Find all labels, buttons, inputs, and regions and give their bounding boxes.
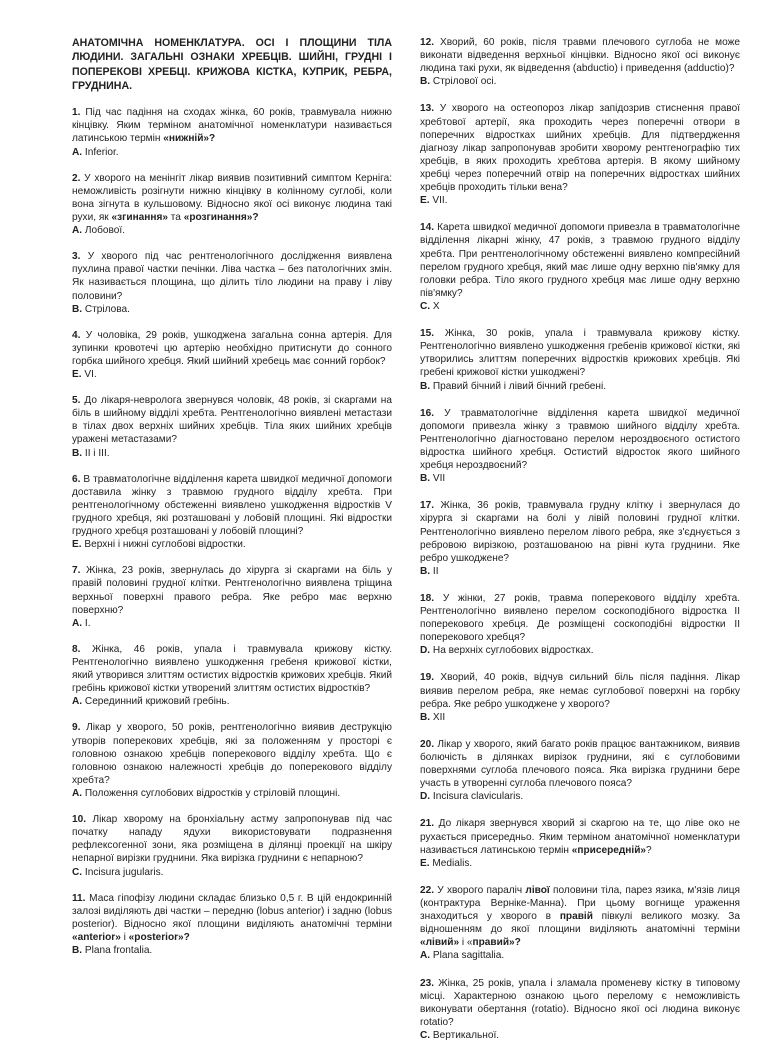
question-text [72, 394, 392, 446]
question-text [420, 102, 740, 194]
question-item [420, 977, 740, 1042]
question-item [420, 738, 740, 804]
question-number: 8. [72, 643, 81, 655]
question-text [72, 172, 392, 224]
answer-text: VII. [429, 195, 448, 207]
question-text [420, 738, 740, 790]
answer-text: XII [430, 711, 446, 723]
question-text-segment: Під час падіння на сходах жінка, 60 років, травмувала нижню кінцівку. Яким терміном анатомічної номенклатури називається латинською термін [72, 107, 392, 145]
answer-letter: B. [420, 76, 431, 88]
answer-line [72, 447, 392, 460]
question-text [420, 221, 740, 300]
question-text-segment: Жінка, 46 років, упала і травмувала крижову кістку. Рентгенологічно виявлено ушкодження гребеня крижової кістки, який утворився злиттям остистих відростків крижових хребців. Який гребінь крижової кістки утворений злиттям остистих відростків? [72, 643, 392, 695]
question-text-segment: До лікаря звернувся хворий зі скаргою на те, що ліве око не рухається присередньо. Яким терміном анатомічної номенклатури називається латинською термін [420, 818, 740, 856]
answer-letter: B. [420, 473, 431, 485]
answer-line [420, 857, 740, 870]
question-emphasis: «присередній» [571, 844, 647, 856]
question-text [72, 329, 392, 368]
question-number: 11. [72, 892, 86, 904]
question-number: 2. [72, 172, 81, 184]
answer-line [72, 617, 392, 630]
question-text-segment: У чоловіка, 29 років, ушкоджена загальна сонна артерія. Для зупинки кровотечі цю артерію необхідно притиснути до сонного горбка шийного хребця. Який шийний хребець має сонний горбок? [72, 329, 392, 367]
answer-letter: C. [420, 300, 431, 312]
answer-line [420, 75, 740, 88]
question-number: 20. [420, 738, 435, 750]
question-number: 22. [420, 884, 435, 896]
question-text [420, 671, 740, 710]
left-column [72, 36, 392, 1024]
question-list-left [72, 106, 392, 957]
question-text-segment: Жінка, 36 років, травмувала грудну клітку і звернулася до хірурга зі скаргами на болі у лівій половині грудної клітки. Рентгенологічно виявлено перелом лівого ребра, яке з'єднується з ребровою вирізкою, розташованою на рівні кута груднини. Яке ребро ушкоджене? [420, 500, 740, 564]
question-text [72, 473, 392, 539]
answer-text: Верхні і нижні суглобові відростки. [81, 539, 246, 551]
question-number: 19. [420, 672, 435, 684]
question-text-segment: У хворого параліч [434, 884, 526, 896]
question-number: 1. [72, 107, 81, 119]
question-text [420, 977, 740, 1029]
answer-line [420, 790, 740, 803]
question-text [420, 817, 740, 856]
answer-letter: D. [420, 645, 431, 657]
answer-text: Вертикальної. [430, 1030, 500, 1041]
answer-text: Plana frontalia. [82, 945, 153, 957]
answer-letter: B. [72, 303, 83, 315]
answer-letter: B. [420, 711, 431, 723]
question-number: 12. [420, 37, 435, 48]
right-column [420, 36, 740, 1041]
question-text-segment: Жінка, 25 років, упала і зламала променеву кістку в типовому місці. Характерною ознакою цього перелому є неможливість виконувати обертання (rotatio). Відносно якої осі людина виконує rotatio? [420, 977, 740, 1028]
answer-line [72, 538, 392, 551]
question-number: 5. [72, 395, 81, 407]
question-item [72, 329, 392, 381]
question-item [72, 250, 392, 316]
question-text [72, 564, 392, 616]
question-item [420, 499, 740, 578]
question-text-segment: півкулі великого мозку. За відношенням до якої площини виділяють анатомічні терміни [420, 911, 740, 936]
question-item [72, 394, 392, 460]
answer-letter: B. [72, 447, 83, 459]
question-item [72, 892, 392, 958]
answer-letter: A. [420, 950, 431, 962]
question-text-segment: Хворий, 60 років, після травми плечового суглоба не може виконати відведення верхньої кінцівки. Відносно якої осі виконує людина такі рухи, як відведення (abductio) і приведення (adductio)? [420, 37, 740, 75]
question-emphasis: правий»? [472, 937, 521, 949]
answer-line [72, 944, 392, 957]
question-text-segment: Жінка, 23 років, звернулась до хірурга зі скаргами на біль у правій половині грудної клітки. Рентгенологічно виявлена тріщина верхньої поверхні правого ребра. Яке ребро має верхню поверхню? [72, 565, 392, 616]
question-item [72, 106, 392, 158]
answer-text: II і III. [82, 447, 110, 459]
question-emphasis: правій [559, 911, 593, 923]
question-text-segment: ? [646, 844, 652, 856]
answer-letter: B. [72, 945, 83, 957]
answer-text: VII [430, 473, 446, 485]
question-number: 10. [72, 814, 87, 826]
question-text-segment: Жінка, 30 років, упала і травмувала крижову кістку. Рентгенологічно виявлено ушкодження гребенів крижової кістки, які утворились злиттям поперечних відростків крижових хребців. Які гребені крижової кістки ушкоджені? [420, 328, 740, 379]
question-text [420, 36, 740, 75]
answer-line [72, 368, 392, 381]
answer-line [72, 146, 392, 159]
answer-text: Medialis. [429, 857, 473, 869]
answer-text: Incisura jugularis. [82, 866, 164, 878]
answer-text: Стрілова. [82, 303, 130, 315]
question-text [72, 643, 392, 695]
answer-text: VI. [81, 369, 97, 381]
question-number: 15. [420, 328, 435, 340]
question-text-segment: Маса гіпофізу людини складає близько 0,5 г. В цій ендокринній залозі виділяють дві частки – передню (lobus anterior) і задню (lobus posterior). Відносно якої площини виділяють анатомічні терміни [72, 892, 392, 930]
question-emphasis: «розгинання»? [183, 211, 259, 223]
answer-line [72, 695, 392, 708]
answer-line [420, 1029, 740, 1042]
answer-line [420, 565, 740, 578]
answer-letter: B. [420, 565, 431, 577]
answer-line [420, 949, 740, 962]
answer-text: На верхніх суглобових відростках. [430, 645, 594, 657]
question-item [72, 473, 392, 552]
question-text-segment: В травматологічне відділення карета швидкої медичної допомоги доставила жінку з травмою грудного відділу хребта. При рентгенологічному обстеженні виявлено ушкодження відростків V грудного хребця, які розташовані у лобовій площині. Які відростки грудного хребця розташовані у лобовій площині? [72, 473, 392, 538]
answer-line [72, 787, 392, 800]
question-item [420, 817, 740, 869]
question-emphasis: «anterior» [72, 931, 121, 943]
question-number: 21. [420, 818, 435, 830]
answer-line [420, 300, 740, 313]
question-text-segment: половини тіла, парез язика, м'язів лиця (контрактура Верніке-Манна). При цьому вогнище ураження знаходиться у хворого в [420, 884, 740, 923]
answer-text: I. [82, 617, 91, 629]
answer-letter: A. [72, 225, 83, 237]
answer-letter: C. [420, 1030, 431, 1041]
question-text-segment: Карета швидкої медичної допомоги привезла в травматологічне відділення лікарні жінку, 47 років, з травмою грудного відділу хребта. При рентгенологічному обстеженні виявлено компресійний перелом грудного хребця, який має лише одну верхню пів'ямку для головки ребра. Тіло якого грудного хребця має лише одну верхню пів'ямку? [420, 222, 740, 299]
page-title: АНАТОМІЧНА НОМЕНКЛАТУРА. ОСІ І ПЛОЩИНИ ТІЛА ЛЮДИНИ. ЗАГАЛЬНІ ОЗНАКИ ХРЕБЦІВ. ШИЙНІ, ГРУДНІ І ПОПЕРЕКОВІ ХРЕБЦІ. КРИЖОВА КІСТКА, КУПРИК, РЕБРА, ГРУДНИНА. [72, 37, 392, 92]
question-text-segment: Лікар у хворого, який багато років працює вантажником, виявив болючість в ділянках вирізок груднини, які є суглобовими поверхнями суглоба плечового пояса. Яка вирізка груднини бере участь в утворенні суглоба плечового пояса? [420, 738, 740, 790]
question-number: 13. [420, 103, 435, 115]
question-text [72, 721, 392, 787]
question-text [72, 106, 392, 145]
question-number: 9. [72, 722, 81, 734]
answer-line [420, 194, 740, 207]
answer-text: Incisura clavicularis. [430, 791, 524, 803]
answer-letter: B. [420, 380, 431, 392]
question-text-segment: і [120, 931, 129, 943]
answer-letter: E. [72, 539, 82, 551]
answer-text: Правий бічний і лівий бічний гребені. [430, 380, 607, 392]
question-emphasis: «posterior»? [128, 931, 190, 943]
question-item [72, 813, 392, 879]
answer-letter: A. [72, 696, 83, 708]
question-emphasis: «згинання» [111, 211, 168, 223]
question-text-segment: У травматологічне відділення карета швидкої медичної допомоги привезла жінку з травмою шийного відділу хребта. Рентгенологічно діагностовано перелом нероздвоєного остистого відростка шийного хребця. Остистий відросток якого шийного хребця нероздвоєний? [420, 407, 740, 472]
question-item [420, 884, 740, 963]
answer-letter: D. [420, 791, 431, 803]
answer-line [420, 380, 740, 393]
question-number: 4. [72, 329, 81, 341]
question-number: 18. [420, 592, 435, 604]
question-number: 23. [420, 977, 435, 989]
question-text [420, 327, 740, 379]
answer-letter: A. [72, 788, 83, 799]
question-item [420, 102, 740, 207]
answer-text: Inferior. [82, 146, 119, 158]
question-text-segment: Хворий, 40 років, відчув сильний біль після падіння. Лікар виявив перелом ребра, яке немає суглобової поверхні на горбку ребра. Яке ребро ушкоджене у хворого? [420, 672, 740, 710]
question-emphasis: «нижній»? [163, 133, 216, 145]
question-text-segment: Лікар хворому на бронхіальну астму запропонував під час початку нападу ядухи використовувати подразнення рефлексогенної зони, яка розміщена в ділянці проекції на шкіру непарної вирізки груднини. Яка вирізка груднини є непарною? [72, 814, 392, 865]
answer-letter: E. [420, 195, 430, 207]
answer-text: X [430, 300, 440, 312]
question-emphasis: лівої [525, 884, 550, 896]
question-number: 17. [420, 500, 435, 512]
question-emphasis: «лівий» [420, 937, 460, 949]
question-item [72, 564, 392, 630]
question-text-segment: У хворого під час рентгенологічного дослідження виявлена пухлина правої частки печінки. Ліва частка – без патологічних змін. Як називається площина, що ділить тіло людини на праву і ліву половини? [72, 251, 392, 302]
question-number: 7. [72, 565, 81, 577]
question-item [420, 671, 740, 723]
question-item [420, 327, 740, 393]
question-item [72, 172, 392, 238]
answer-line [72, 303, 392, 316]
question-number: 3. [72, 251, 81, 263]
question-number: 14. [420, 222, 435, 234]
answer-line [72, 866, 392, 879]
question-text [72, 250, 392, 302]
question-item [72, 643, 392, 709]
question-number: 16. [420, 407, 435, 419]
question-item [72, 721, 392, 800]
answer-letter: E. [420, 857, 430, 869]
question-item [420, 221, 740, 313]
question-item [420, 36, 740, 88]
question-number: 6. [72, 473, 81, 485]
question-item [420, 592, 740, 658]
question-text-segment: У хворого на остеопороз лікар запідозрив стиснення правої хребтової артерії, яка проходить через поперечні отвори в поперечних відростках шийних хребців. Для підтвердження діагнозу лікар запропонував зробити хворому рентгенографію тих хребців, в яких проходить хребтова артерія. В якому шийному хребці через поперечний отвір на поперечних відростках шийних хребців проходить тільки вена? [420, 103, 740, 194]
answer-letter: E. [72, 369, 82, 381]
question-text-segment: У жінки, 27 років, травма поперекового відділу хребта. Рентгенологічно виявлено перелом соскоподібного відростка II поперекового хребця. Де розміщені соскоподібні відростки II поперекового хребця? [420, 592, 740, 644]
answer-text: Лобової. [82, 225, 126, 237]
answer-text: Серединний крижовий гребінь. [82, 696, 230, 708]
question-list-right [420, 36, 740, 1042]
question-text-segment: і « [459, 937, 473, 949]
question-text-segment: Лікар у хворого, 50 років, рентгенологічно виявив деструкцію утворів поперекових хребців, які за положенням у просторі є головною ознакою хребців поперекового відділу хребта. Що є головною ознакою належності хребців до поперекового відділу хребта? [72, 722, 392, 786]
question-text [420, 592, 740, 644]
question-text [72, 892, 392, 944]
answer-line [420, 644, 740, 657]
question-text [420, 407, 740, 473]
answer-letter: C. [72, 866, 83, 878]
answer-letter: A. [72, 146, 83, 158]
answer-text: II [430, 565, 439, 577]
question-text [72, 813, 392, 865]
answer-letter: A. [72, 617, 83, 629]
question-text-segment: та [167, 211, 184, 223]
question-text-segment: До лікаря-невролога звернувся чоловік, 48 років, зі скаргами на біль в шийному відділі хребта. Рентгенологічно виявлені метастази в тілах двох верхніх шийних хребців. Тіла яких шийних хребців уражені метастазами? [72, 395, 392, 446]
answer-line [420, 711, 740, 724]
answer-text: Стрілової осі. [430, 76, 497, 88]
question-text-segment: У хворого на менінгіт лікар виявив позитивний симптом Керніга: неможливість розігнути нижню кінцівку в колінному суглобі, коли вона зігнута в кульшовому. Відносно якої осі виконує людина такі рухи, як [72, 172, 392, 223]
question-text [420, 884, 740, 950]
question-text [420, 499, 740, 565]
answer-line [72, 224, 392, 237]
question-item [420, 407, 740, 486]
answer-text: Plana sagittalia. [430, 950, 505, 962]
answer-text: Положення суглобових відростків у стріловій площині. [82, 788, 341, 799]
answer-line [420, 472, 740, 485]
